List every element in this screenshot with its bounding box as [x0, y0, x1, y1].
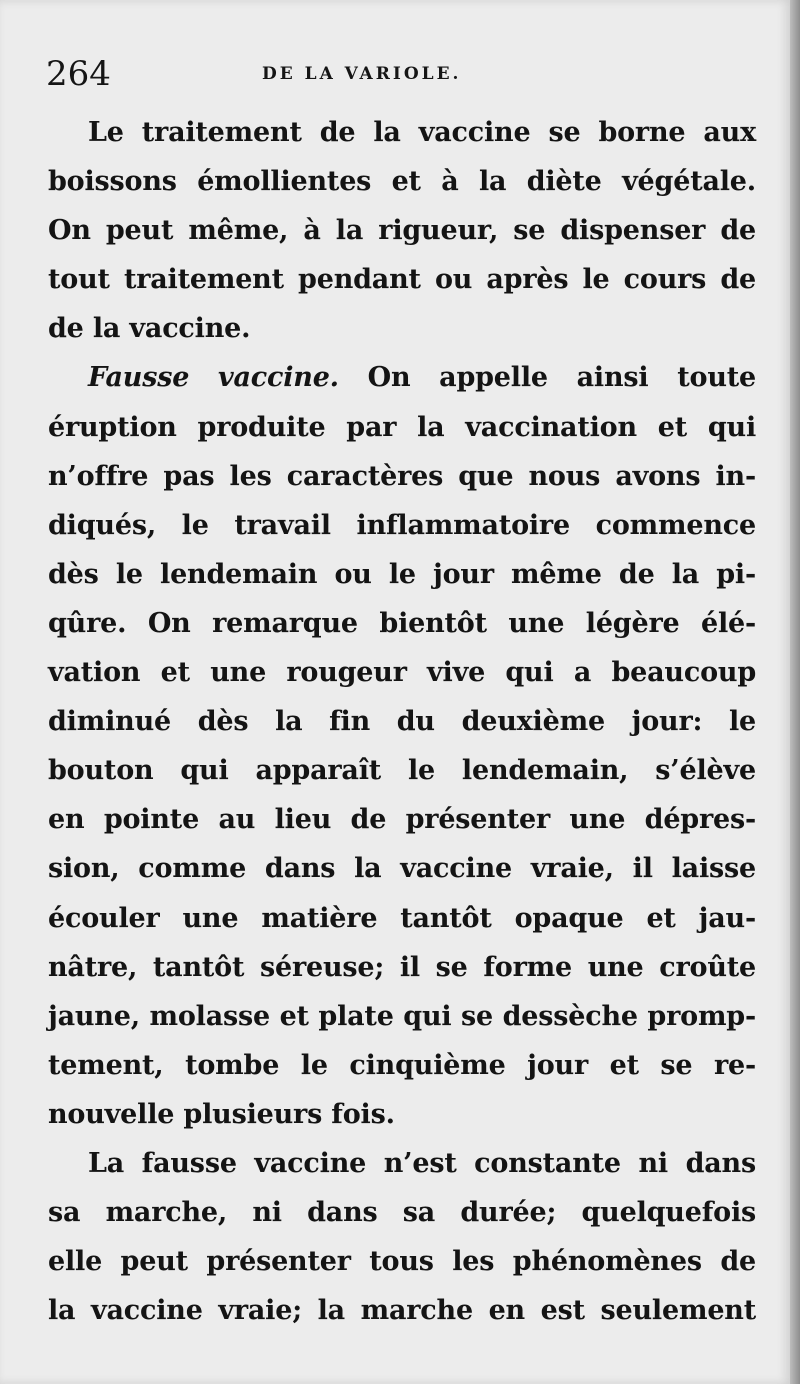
text-line: écouler une matière tantôt opaque et jau- [48, 902, 756, 934]
text-line: la vaccine vraie; la marche en est seulement [48, 1295, 756, 1327]
text-line: diqués, le travail inflammatoire commence [48, 509, 756, 541]
text-line: sa marche, ni dans sa durée; quelquefois [48, 1197, 756, 1229]
text-line: elle peut présenter tous les phénomènes de [48, 1246, 756, 1278]
text-line: boissons émollientes et à la diète végétale. [48, 166, 756, 198]
text-line: nâtre, tantôt séreuse; il se forme une croûte [48, 951, 756, 983]
text-line: qûre. On remarque bientôt une légère élé- [48, 607, 756, 639]
text-line: sion, comme dans la vaccine vraie, il laisse [48, 853, 756, 885]
text-line: tement, tombe le cinquième jour et se re- [48, 1049, 756, 1081]
text-line: diminué dès la fin du deuxième jour: le [48, 706, 756, 738]
text-line: jaune, molasse et plate qui se dessèche promp- [48, 1000, 756, 1032]
text-line: éruption produite par la vaccination et qui [48, 411, 756, 443]
text-line: Le traitement de la vaccine se borne aux [88, 117, 756, 148]
text-line: bouton qui apparaît le lendemain, s’élève [48, 755, 756, 787]
text-line: nouvelle plusieurs fois. [48, 1098, 395, 1130]
text-line: tout traitement pendant ou après le cours de [48, 264, 756, 296]
page-number: 264 [46, 54, 111, 94]
text-line: dès le lendemain ou le jour même de la pi- [48, 558, 756, 590]
text-line: de la vaccine. [48, 313, 251, 345]
text-line: n’offre pas les caractères que nous avons in- [48, 460, 756, 492]
page-header [46, 52, 746, 96]
page-edge-shadow [790, 0, 800, 1384]
text-line: vation et une rougeur vive qui a beaucoup [48, 657, 756, 689]
text-line: On peut même, à la rigueur, se dispenser de [48, 215, 756, 247]
text-line: en pointe au lieu de présenter une dépres- [48, 804, 756, 836]
text-fragment: On appelle ainsi toute [338, 362, 757, 394]
body-text [48, 108, 756, 1335]
text-line-with-heading [48, 353, 756, 402]
running-title: DE LA VARIOLE. [262, 64, 462, 84]
section-lead-italic: Fausse vaccine. [88, 362, 339, 394]
text-line: La fausse vaccine n’est constante ni dans [88, 1147, 756, 1179]
